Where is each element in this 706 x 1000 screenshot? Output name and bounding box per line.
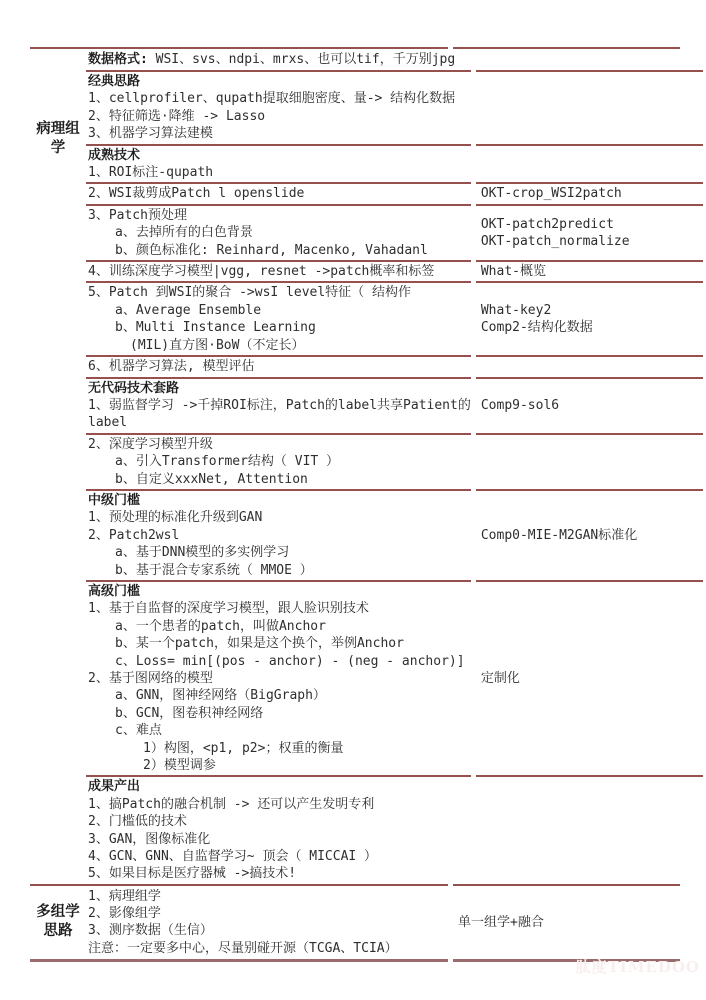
section-annotation: [476, 355, 703, 376]
content-line: 5、如果目标是医疗器械 ->搞技术!: [88, 866, 297, 882]
content-line: 2、WSI裁剪成Patch l openslide: [88, 186, 305, 202]
section: [86, 355, 703, 376]
content-line: a、引入Transformer结构（ VIT ）: [115, 454, 340, 470]
content-line: b、自定义xxxNet, Attention: [115, 471, 308, 487]
annotation-line: 定制化: [480, 671, 520, 686]
content-line: 注意：一定要多中心，尽量别碰开源（TCGA、TCIA）: [88, 940, 398, 956]
group-body: [86, 49, 703, 884]
content-line: 1、基于自监督的深度学习模型，跟人脸识别技术: [88, 601, 369, 617]
content-line: a、Average Ensemble: [115, 302, 262, 318]
group-pathology-omics: [30, 49, 680, 884]
annotation-line: Comp2-结构化数据: [480, 320, 593, 336]
section-content: [86, 580, 471, 775]
group-multi-omics: [30, 886, 680, 959]
divider-rule-left: [30, 959, 448, 962]
content-line: 3、测序数据（生信）: [88, 923, 213, 939]
section-annotation: [476, 204, 703, 260]
content-line: 1、病理组学: [88, 888, 161, 904]
row-group-label-line: 思路: [43, 923, 73, 940]
content-line: b、Multi Instance Learning: [115, 320, 316, 336]
section-content: [86, 49, 471, 70]
section-annotation: [476, 281, 703, 355]
content-line: 5、Patch 到WSI的聚合 ->wsI level特征（ 结构作: [88, 285, 412, 301]
row-group-label: [30, 49, 86, 884]
section-content: [86, 204, 471, 260]
content-line: 3、机器学习算法建模: [88, 126, 213, 142]
row-group-label: [30, 886, 86, 959]
content-line: b、颜色标准化: Reinhard, Macenko, Vahadanl: [115, 242, 428, 258]
section-annotation: [476, 433, 703, 489]
content-line: 3、GAN，图像标准化: [88, 831, 211, 847]
section: [86, 886, 680, 959]
section: [86, 49, 703, 70]
section: [86, 281, 703, 355]
section: [86, 70, 703, 144]
notes-table: [30, 47, 680, 962]
annotation-line: OKT-patch2predict: [480, 216, 614, 232]
section: [86, 182, 703, 203]
content-line: 6、机器学习算法, 模型评估: [88, 359, 255, 375]
content-line: 2、影像组学: [88, 905, 161, 921]
content-line: a、基于DNN模型的多实例学习: [115, 545, 290, 561]
annotation-line: Comp9-sol6: [480, 397, 560, 413]
section-content: [86, 182, 471, 203]
section: [86, 433, 703, 489]
content-line: a、去掉所有的白色背景: [115, 225, 253, 241]
content-line: 2、基于图网络的模型: [88, 671, 213, 686]
content-line: 2、特征筛选·降维 -> Lasso: [88, 108, 266, 124]
line-rest: WSI、svs、ndpi、mrxs、也可以tif，千万别jpg: [147, 51, 456, 67]
section-annotation: [476, 775, 703, 883]
section: [86, 144, 703, 183]
content-line: 1、弱监督学习 ->千掉ROI标注，Patch的label共享Patient的: [88, 397, 471, 413]
content-line: 1、搞Patch的融合机制 -> 还可以产生发明专利: [88, 796, 375, 812]
section: [86, 489, 703, 580]
row-group-label-line: 多组学: [36, 904, 80, 921]
section-content: [86, 489, 471, 580]
annotation-line: Comp0-MIE-M2GAN标准化: [480, 527, 638, 543]
content-line: [88, 51, 471, 68]
section-annotation: [476, 377, 703, 433]
content-line: b、GCN，图卷积神经网络: [115, 705, 264, 721]
section-content: [86, 355, 471, 376]
section-content: [86, 886, 448, 959]
section: [86, 775, 703, 883]
content-line: 高级门槛: [88, 583, 141, 599]
content-line: 2、深度学习模型升级: [88, 436, 213, 452]
annotation-line: What-key2: [480, 302, 552, 318]
section: [86, 204, 703, 260]
content-line: 2、Patch2wsl: [88, 527, 180, 543]
content-line: 3、Patch预处理: [88, 207, 187, 223]
section-annotation: [476, 580, 703, 775]
content-line: 1）构图，<p1, p2>；权重的衡量: [143, 740, 344, 756]
section-content: [86, 70, 471, 144]
section-annotation: [453, 886, 680, 959]
watermark: 肽度TIMEDOO: [575, 958, 700, 976]
content-line: b、某一个patch，如果是这个换个，举例Anchor: [115, 636, 404, 652]
annotation-line: OKT-patch_normalize: [480, 233, 630, 249]
content-line: c、Loss= min[(pos - anchor) - (neg - anchor)]: [115, 653, 465, 669]
annotation-line: 单一组学+融合: [458, 914, 544, 930]
content-line: (MIL)直方图·BoW（不定长）: [130, 337, 305, 353]
section-content: [86, 433, 471, 489]
section-annotation: [476, 182, 703, 203]
content-line: 2、门槛低的技术: [88, 814, 187, 830]
content-line: 1、预处理的标准化升级到GAN: [88, 510, 263, 526]
content-line: a、GNN，图神经网络（BigGraph）: [115, 688, 326, 704]
content-line: b、基于混合专家系统（ MMOE ）: [115, 562, 313, 578]
section-content: [86, 260, 471, 281]
content-line: label: [88, 415, 128, 431]
row-group-label-line: 病理组: [36, 121, 80, 137]
row-group-label-line: 学: [50, 140, 66, 156]
section-content: [86, 144, 471, 183]
line-bold-prefix: 数据格式:: [88, 51, 148, 67]
content-line: 中级门槛: [88, 492, 141, 508]
section-annotation: [476, 49, 703, 70]
section-content: [86, 775, 471, 883]
content-line: 1、ROI标注-qupath: [88, 165, 214, 181]
content-line: 无代码技术套路: [88, 380, 180, 396]
section-content: [86, 377, 471, 433]
content-line: 经典思路: [88, 74, 141, 89]
section: [86, 580, 703, 775]
section-content: [86, 281, 471, 355]
section-annotation: [476, 260, 703, 281]
content-line: 4、GCN、GNN、自监督学习~ 顶会（ MICCAI ）: [88, 849, 378, 865]
section-annotation: [476, 70, 703, 144]
section: [86, 260, 703, 281]
section: [86, 377, 703, 433]
annotation-line: OKT-crop_WSI2patch: [480, 186, 622, 202]
group-body: [86, 886, 680, 959]
content-line: 1、cellprofiler、qupath提取细胞密度、量-> 结构化数据: [88, 91, 456, 107]
content-line: 成熟技术: [88, 147, 141, 163]
content-line: a、一个患者的patch，叫做Anchor: [115, 618, 326, 634]
annotation-line: What-概览: [480, 264, 546, 280]
content-line: 成果产出: [88, 779, 141, 795]
content-line: 2）模型调参: [143, 758, 216, 774]
content-line: 4、训练深度学习模型|vgg, resnet ->patch概率和标签: [88, 264, 435, 280]
content-line: c、难点: [115, 723, 162, 739]
section-annotation: [476, 144, 703, 183]
section-annotation: [476, 489, 703, 580]
